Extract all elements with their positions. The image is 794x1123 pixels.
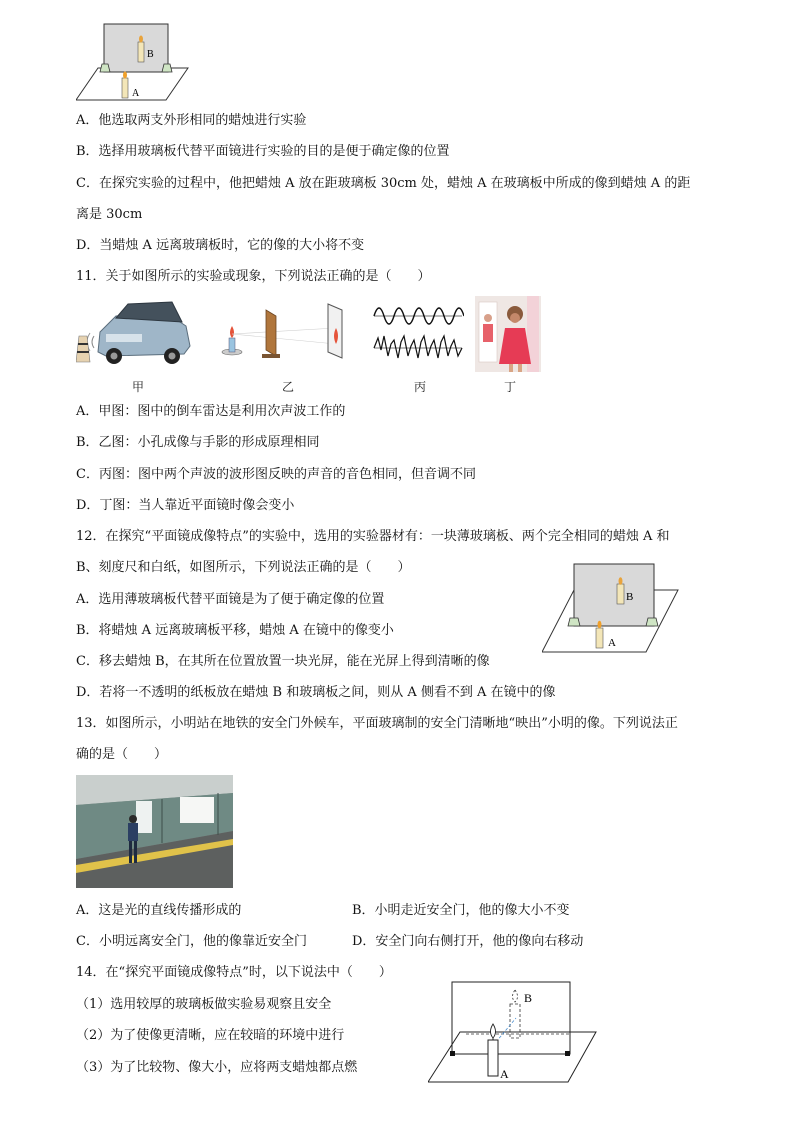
q14-item-3: （3）为了比较物、像大小，应将两支蜡烛都点燃 <box>76 1060 358 1075</box>
q11-option-c: C．丙图：图中两个声波的波形图反映的声音的音色相同，但音调不同 <box>76 467 476 482</box>
q14-label-a: A <box>500 1067 509 1081</box>
q11-caption-ding: 丁 <box>504 380 517 394</box>
q11-caption-yi: 乙 <box>282 380 295 394</box>
q11-option-d: D．丁图：当人靠近平面镜时像会变小 <box>76 498 295 513</box>
q12-label-a: A <box>608 637 616 649</box>
q12-label-b: B <box>626 591 634 603</box>
q10-option-a: A．他选取两支外形相同的蜡烛进行实验 <box>76 113 307 128</box>
q11-figure-jia <box>76 296 194 366</box>
q12-option-d: D．若将一不透明的纸板放在蜡烛 B 和玻璃板之间，则从 A 侧看不到 A 在镜中的像 <box>76 685 556 700</box>
q14-item-1: （1）选用较厚的玻璃板做实验易观察且安全 <box>76 997 332 1012</box>
q14-label-b: B <box>524 991 533 1005</box>
q13-option-c: C．小明远离安全门，他的像靠近安全门 <box>76 934 307 949</box>
q13-stem-cont: 确的是（ ） <box>76 747 168 762</box>
q14-item-2: （2）为了使像更清晰，应在较暗的环境中进行 <box>76 1028 345 1043</box>
q11-option-a: A．甲图：图中的倒车雷达是利用次声波工作的 <box>76 404 346 419</box>
q10-option-d: D．当蜡烛 A 远离玻璃板时，它的像的大小将不变 <box>76 238 365 253</box>
q13-stem: 13．如图所示，小明站在地铁的安全门外候车，平面玻璃制的安全门清晰地“映出”小明的像。下列说法正 <box>76 716 678 731</box>
q12-option-a: A．选用薄玻璃板代替平面镜是为了便于确定像的位置 <box>76 592 385 607</box>
q10-option-c: C．在探究实验的过程中，他把蜡烛 A 放在距玻璃板 30cm 处，蜡烛 A 在玻璃板中所成的像到蜡烛 A 的距 <box>76 176 691 191</box>
q11-stem: 11．关于如图所示的实验或现象，下列说法正确的是（ ） <box>76 269 431 284</box>
q10-label-b: B <box>147 49 154 60</box>
q12-stem-cont: B、刻度尺和白纸，如图所示，下列说法正确的是（ ） <box>76 560 411 575</box>
q13-photo-subway <box>76 775 233 888</box>
q11-caption-bing: 丙 <box>414 380 427 394</box>
q11-caption-jia: 甲 <box>132 380 145 394</box>
q10-figure <box>76 20 196 102</box>
q10-label-a: A <box>132 88 140 99</box>
q10-option-c-cont: 离是 30cm <box>76 207 143 222</box>
q14-stem: 14．在“探究平面镜成像特点”时，以下说法中（ ） <box>76 965 392 980</box>
q14-figure <box>428 980 598 1084</box>
q11-figure-ding <box>475 296 541 372</box>
q13-option-b: B．小明走近安全门，他的像大小不变 <box>352 903 570 918</box>
q12-option-b: B．将蜡烛 A 远离玻璃板平移，蜡烛 A 在镜中的像变小 <box>76 623 394 638</box>
q11-option-b: B．乙图：小孔成像与手影的形成原理相同 <box>76 435 320 450</box>
q10-option-b: B．选择用玻璃板代替平面镜进行实验的目的是便于确定像的位置 <box>76 144 450 159</box>
q12-stem: 12．在探究“平面镜成像特点”的实验中，选用的实验器材有：一块薄玻璃板、两个完全相同的蜡烛 A 和 <box>76 529 670 544</box>
q13-option-a: A．这是光的直线传播形成的 <box>76 903 242 918</box>
q12-figure <box>542 560 680 654</box>
q11-figure-bing <box>372 298 464 364</box>
q13-option-d: D．安全门向右侧打开，他的像向右移动 <box>352 934 584 949</box>
q11-figure-yi <box>218 300 354 362</box>
q12-option-c: C．移去蜡烛 B，在其所在位置放置一块光屏，能在光屏上得到清晰的像 <box>76 654 490 669</box>
